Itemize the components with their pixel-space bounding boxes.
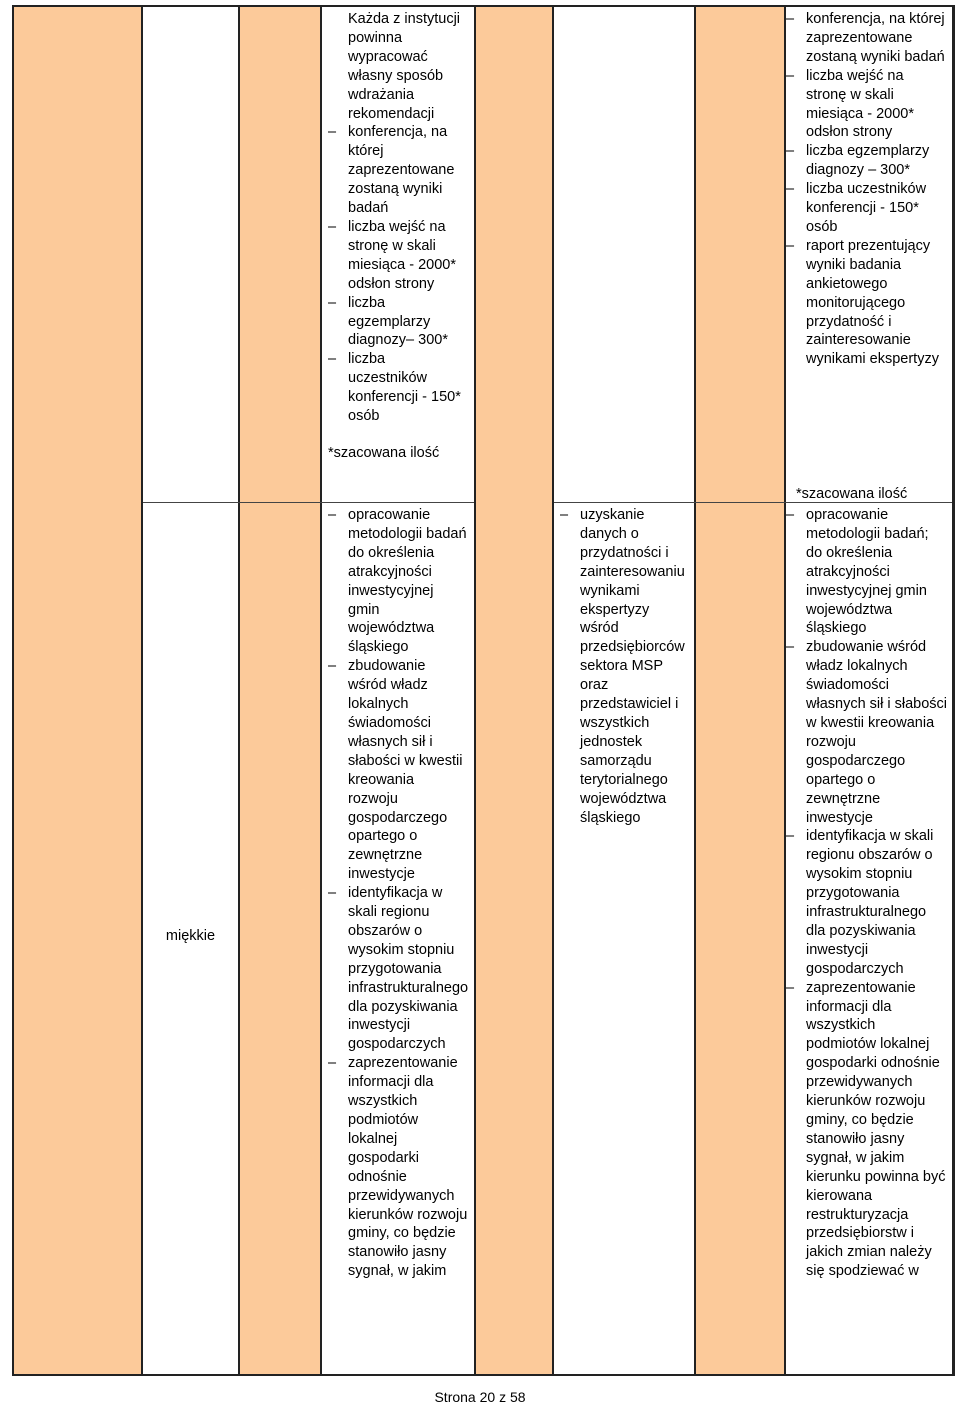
col8-bottom-cell — [786, 506, 948, 1281]
col4-bottom-cell — [328, 506, 468, 1281]
table-border-top — [12, 5, 954, 7]
col4-top-item: – liczba uczestników konferencji - 150* osób — [328, 350, 468, 426]
column-1 — [13, 5, 141, 1375]
row-divider — [143, 502, 474, 503]
col4-note: *szacowana ilość — [328, 444, 440, 461]
column-3 — [240, 5, 320, 1375]
column-divider — [694, 5, 696, 1375]
col8-top-item: – liczba egzemplarzy diagnozy – 300* — [786, 142, 946, 180]
table-border-bottom — [12, 1374, 955, 1376]
table-border-left — [12, 5, 14, 1375]
col4-bottom-item: – zbudowanie wśród władz lokalnych świadomości własnych sił i słabości w kwestii kreowania rozwoju gospodarczego opartego o zewnętrzne inwestycje — [328, 657, 468, 884]
column-divider — [238, 5, 240, 1375]
col4-intro: Każda z instytucji powinna wypracować własny sposób wdrażania rekomendacji — [348, 11, 461, 122]
col6-bottom-cell — [560, 506, 690, 827]
col8-top-item: – liczba wejść na stronę w skali miesiąca - 2000* odsłon strony — [786, 67, 946, 143]
column-divider — [141, 5, 143, 1375]
page-number: Strona 20 z 58 — [434, 1389, 526, 1405]
col8-bottom-item: – identyfikacja w skali regionu obszarów o wysokim stopniu przygotowania infrastrukturalnego dla pozyskiwania inwestycji gospodarczych — [786, 827, 948, 978]
column-7 — [696, 5, 784, 1375]
column-divider — [320, 5, 322, 1375]
col8-top-item: – raport prezentujący wyniki badania ankietowego monitorującego przydatność i zainteresowanie wynikami ekspertyzy — [786, 237, 946, 369]
col8-bottom-item: – zbudowanie wśród władz lokalnych świadomości własnych sił i słabości w kwestii kreowania rozwoju gospodarczego opartego o zewnętrzne inwestycje — [786, 638, 948, 827]
col4-top-item: – liczba egzemplarzy diagnozy– 300* — [328, 294, 468, 351]
col4-bottom-item: – identyfikacja w skali regionu obszarów o wysokim stopniu przygotowania infrastrukturalnego dla pozyskiwania inwestycji gospodarczych — [328, 884, 468, 1054]
col4-top-item: – konferencja, na której zaprezentowane zostaną wyniki badań — [328, 123, 468, 218]
col4-top-cell — [328, 10, 468, 463]
table-border-right — [952, 5, 955, 1375]
col8-top-cell — [786, 10, 946, 369]
column-divider — [552, 5, 554, 1375]
col8-top-item: – liczba uczestników konferencji - 150* osób — [786, 180, 946, 237]
col8-top-item: – konferencja, na której zaprezentowane zostaną wyniki badań — [786, 10, 946, 67]
row-label: miękkie — [165, 928, 216, 944]
column-5 — [476, 5, 552, 1375]
col4-top-item: – liczba wejść na stronę w skali miesiąca - 2000* odsłon strony — [328, 218, 468, 294]
col6-bottom-item: – uzyskanie danych o przydatności i zainteresowaniu wynikami ekspertyzy wśród przedsiębiorców sektora MSP oraz przedstawiciel i wszystkich jednostek samorządu terytorialnego województwa śląskiego — [560, 506, 690, 827]
column-divider — [474, 5, 476, 1375]
col4-bottom-item: – zaprezentowanie informacji dla wszystkich podmiotów lokalnej gospodarki odnośnie przewidywanych kierunków rozwoju gminy, co będzie stanowiło jasny sygnał, w jakim — [328, 1054, 468, 1281]
col8-note: *szacowana ilość — [796, 486, 908, 502]
col8-bottom-item: – opracowanie metodologii badań; do określenia atrakcyjności inwestycyjnej gmin województwa śląskiego — [786, 506, 948, 638]
col4-bottom-item: – opracowanie metodologii badań do określenia atrakcyjności inwestycyjnej gmin województwa śląskiego — [328, 506, 468, 657]
column-2 — [143, 5, 238, 1375]
col8-bottom-item: – zaprezentowanie informacji dla wszystkich podmiotów lokalnej gospodarki odnośnie przewidywanych kierunków rozwoju gminy, co będzie stanowiło jasny sygnał, w jakim kierunku powinna być kierowana restrukturyzacja przedsiębiorstw i jakich zmian należy się spodziewać w — [786, 979, 948, 1282]
